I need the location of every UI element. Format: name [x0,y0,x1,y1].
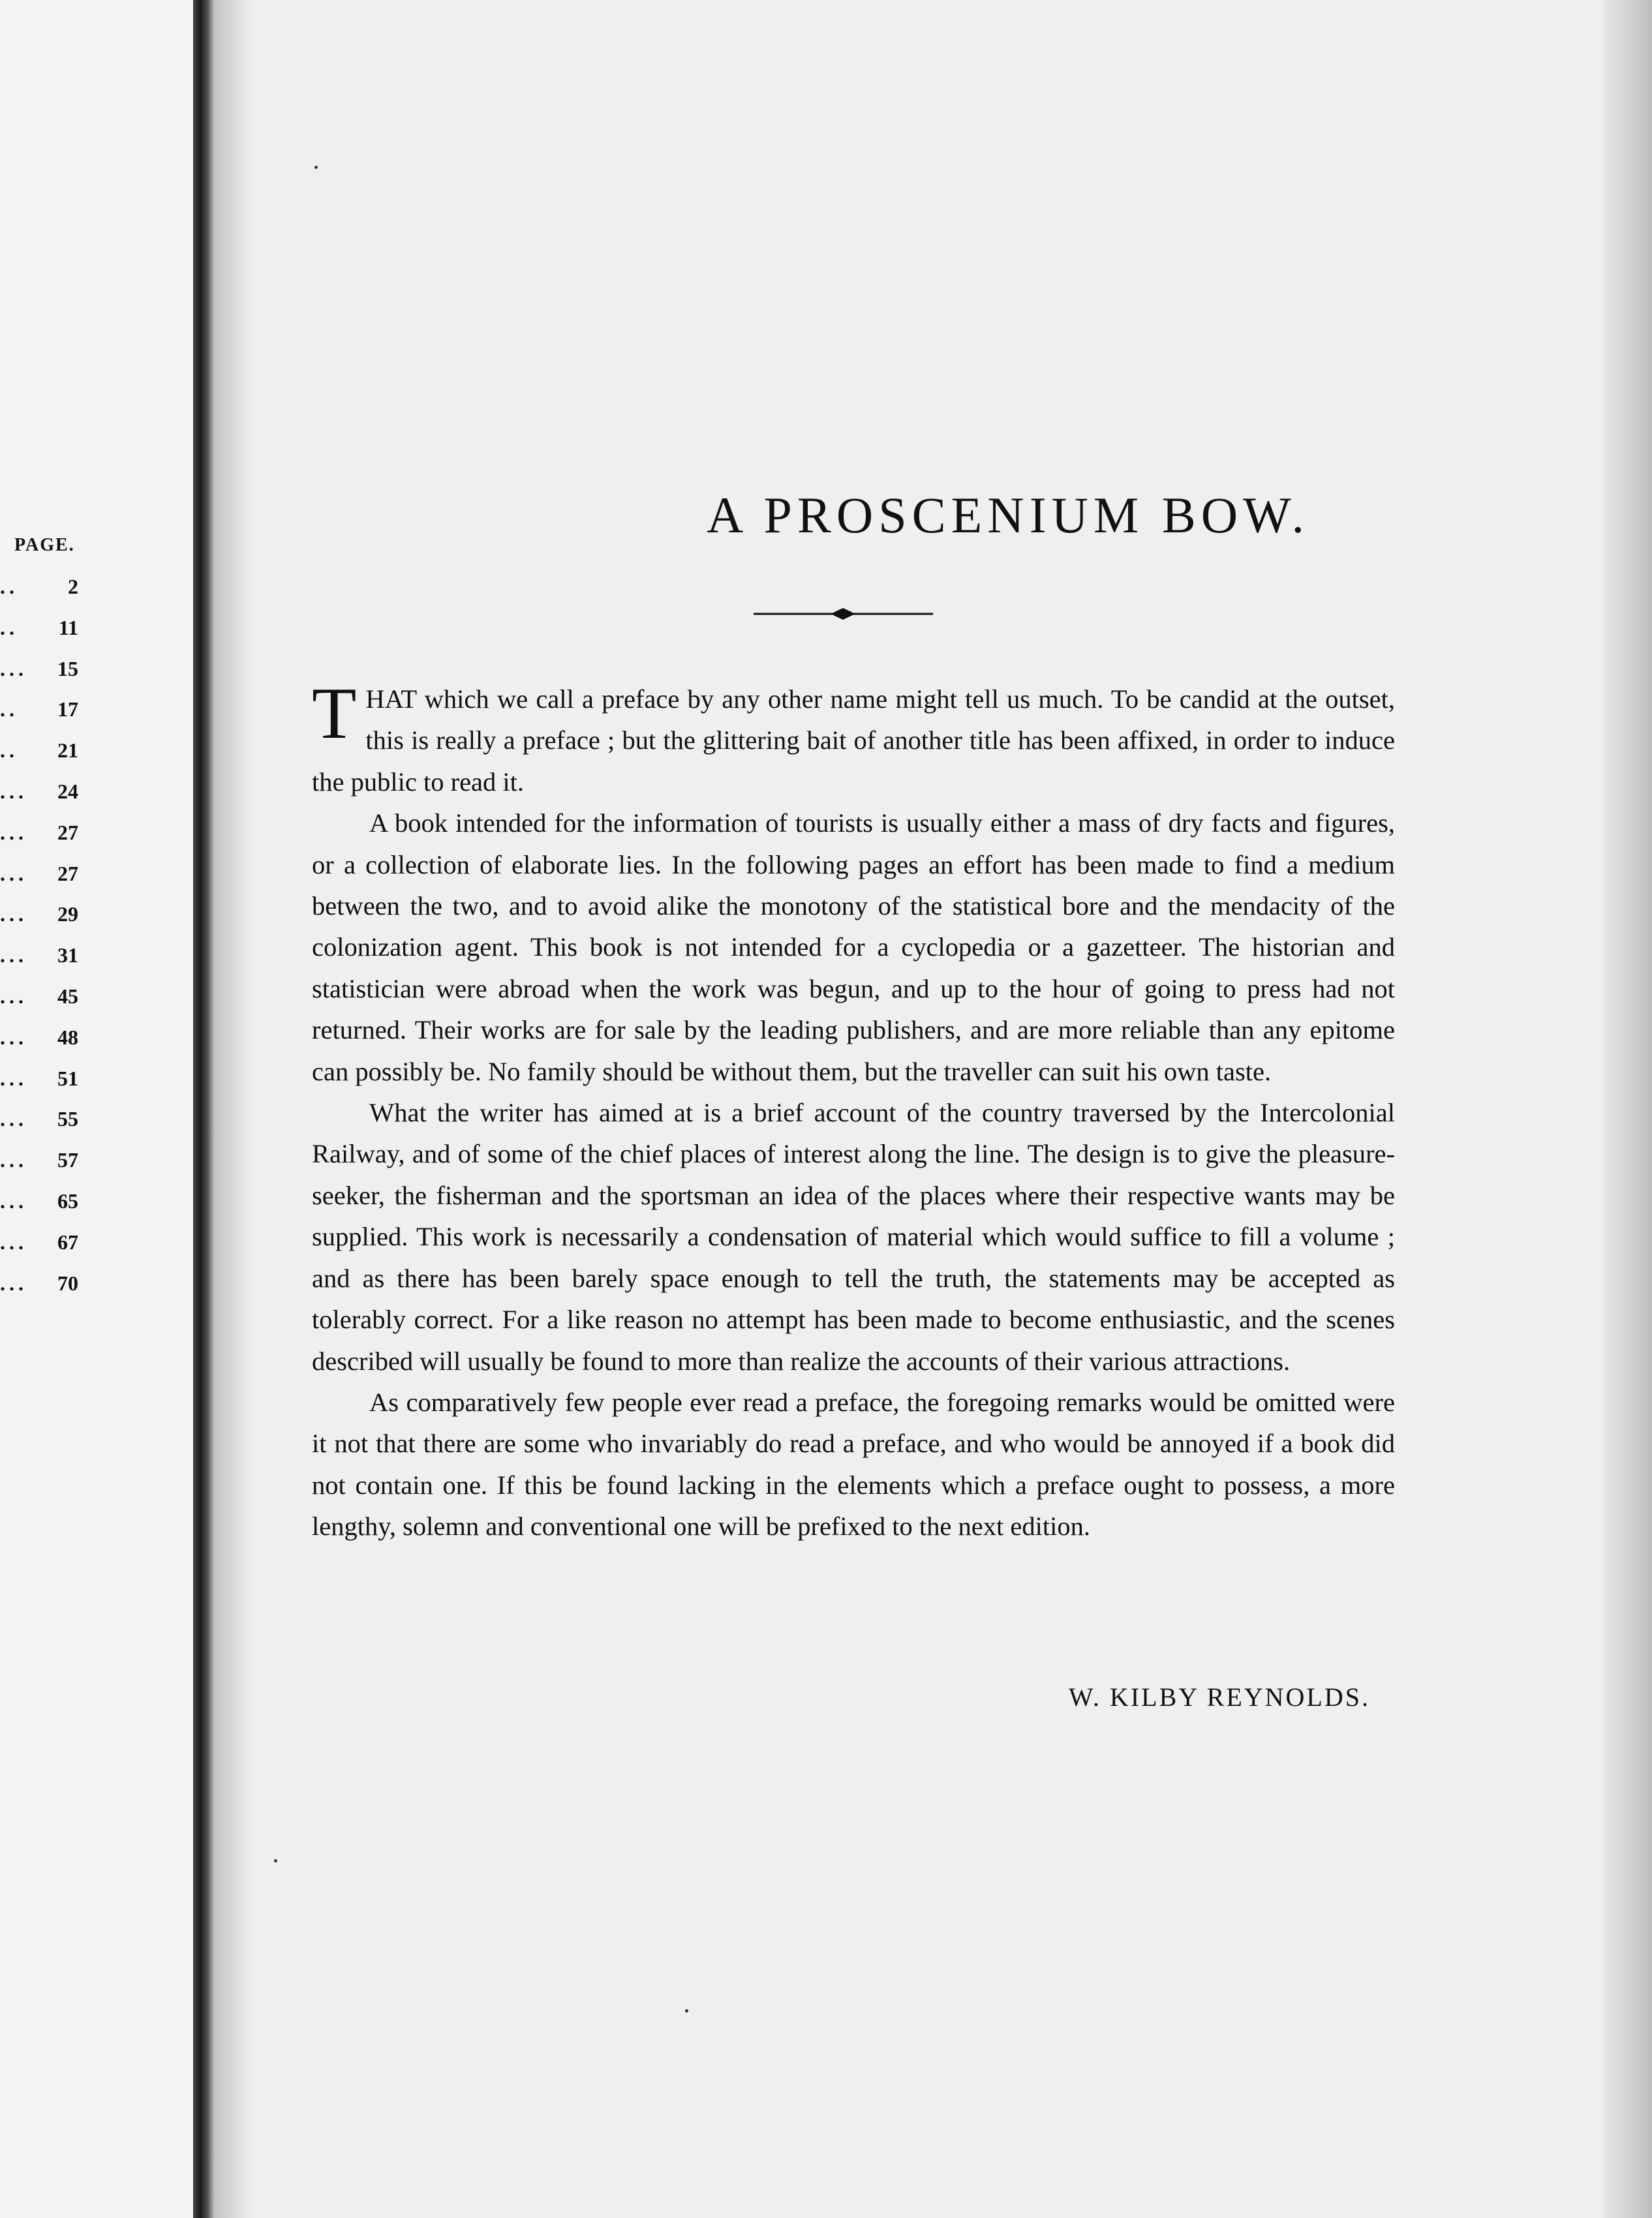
toc-page-number: 24 [57,779,78,803]
paragraph-2: A book intended for the information of tourists is usually either a mass of dry facts and figures, or a collection of elaborate lies. In the following pages an effort has been made to find a medium between the two, and to avoid alike the monotony of the statistical bore and the mendacity of the colonization agent. This book is not intended for a cyclopedia or a gazetteer. The historian and statistician were abroad when the work was begun, and up to the hour of going to press had not returned. Their works are for sale by the leading publishers, and are more reliable than any epitome can possibly be. No family should be without them, but the traveller can suit his own taste. [312,808,1395,1086]
toc-entry [0,894,85,935]
toc-page-number: 55 [57,1107,78,1131]
toc-page-number: 67 [57,1230,78,1254]
paragraph-3: What the writer has aimed at is a brief account of the country traversed by the Intercolonial Railway, and of some of the chief places of interest along the line. The design is to give the pleasure-seeker, the fisherman and the sportsman an idea of the places where their respective wants may be supplied. This work is necessarily a condensation of material which would suffice to fill a volume ; and as there has been barely space enough to tell the truth, the statements may be accepted as tolerably correct. For a like reason no attempt has been made to become enthusiastic, and the scenes described will usually be found to more than realize the accounts of their various attractions. [312,1098,1395,1376]
author-signature: W. KILBY REYNOLDS. [1068,1682,1370,1712]
toc-leader-dots: ... [0,779,27,803]
toc-entry [0,1263,85,1304]
toc-page-number: 17 [57,697,78,722]
ornamental-rule-icon [754,604,933,624]
paragraph-4: As comparatively few people ever read a preface, the foregoing remarks would be omitted were it not that there are some who invariably do read a preface, and who would be annoyed if a book did not contain one. If this be found lacking in the elements which a preface ought to possess, a more lengthy, solemn and conventional one will be prefixed to the next edition. [312,1387,1395,1542]
toc-entry [0,1058,85,1099]
toc-entry [0,730,85,771]
paper-speck [274,1859,277,1862]
book-gutter [193,0,214,2218]
toc-entry [0,812,85,853]
toc-leader-dots: .. [0,697,18,722]
toc-entry [0,1099,85,1140]
toc-leader-dots: ... [0,943,27,967]
preface-body [312,673,1395,1547]
toc-leader-dots: ... [0,1271,27,1295]
toc-leader-dots: ... [0,1066,27,1090]
toc-leader-dots: ... [0,1189,27,1213]
toc-entry [0,1140,85,1181]
page-edge-right [1604,0,1652,2218]
toc-page-number: 51 [57,1066,78,1090]
toc-entry [0,853,85,894]
toc-leader-dots: ... [0,1230,27,1254]
gutter-shadow [214,0,253,2218]
toc-leader-dots: .. [0,575,18,598]
drop-cap: T [312,673,357,754]
toc-leader-dots: ... [0,861,27,885]
toc-leader-dots: .. [0,738,18,763]
paragraph-1 [312,673,1395,802]
toc-leader-dots: ... [0,656,27,680]
toc-entry [0,1181,85,1222]
toc-page-number: 31 [57,943,78,967]
toc-leader-dots: ... [0,984,27,1008]
toc-page-number: 29 [57,902,78,926]
toc-leader-dots: ... [0,1107,27,1131]
toc-page-number: 15 [57,656,78,680]
toc-leader-dots: ... [0,1148,27,1172]
toc-page-number: 45 [57,984,78,1008]
toc-entry [0,689,85,730]
toc-leader-dots: ... [0,902,27,926]
toc-entry [0,771,85,812]
toc-entry [0,1017,85,1058]
page-title: A PROSCENIUM BOW. [706,487,1310,543]
toc-leader-dots: .. [0,615,18,639]
toc-page-number: 57 [57,1148,78,1172]
toc-page-number: 11 [58,615,78,639]
toc-page-number: 27 [57,861,78,885]
toc-leader-dots: ... [0,820,27,844]
toc-entry [0,648,85,690]
paragraph-1-text: HAT which we call a preface by any other name might tell us much. To be candid at the outset, this is really a preface ; but the glittering bait of another title has been affixed, in order to induce the public to read it. [312,684,1395,797]
paper-speck [685,2009,688,2013]
toc-entry [0,976,85,1017]
toc-entry [0,1222,85,1263]
toc-page-number: 70 [57,1271,78,1295]
toc-entry [0,607,85,648]
toc-page-number: 27 [57,820,78,844]
toc-entry [0,935,85,976]
toc-page-heading: PAGE. [14,535,75,555]
toc-page-number: 48 [57,1025,78,1049]
toc-leader-dots: ... [0,1025,27,1049]
toc-page-number: 65 [57,1189,78,1213]
toc-page-numbers [0,566,85,1303]
toc-entry [0,566,85,607]
paper-speck [314,166,318,169]
toc-page-number: 21 [57,738,78,763]
toc-page-number: 2 [68,575,78,598]
previous-page-edge [0,0,196,2218]
